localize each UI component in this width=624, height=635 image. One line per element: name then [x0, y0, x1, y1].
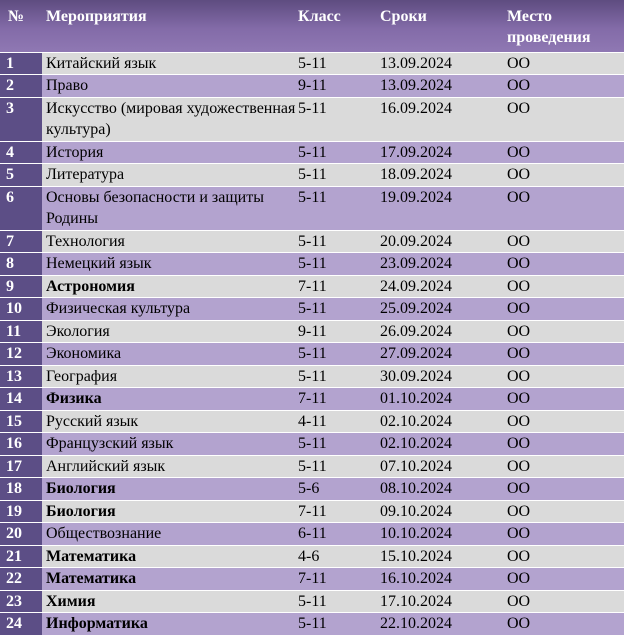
row-place: ОО: [504, 523, 624, 546]
row-event: Экология: [42, 320, 298, 343]
row-place: ОО: [504, 590, 624, 613]
row-place: ОО: [504, 253, 624, 276]
row-grade: 5-11: [298, 590, 380, 613]
table-row: [0, 52, 624, 75]
table-row: [0, 186, 624, 230]
row-event: Физика: [42, 388, 298, 411]
row-event: Английский язык: [42, 455, 298, 478]
row-date: 27.09.2024: [380, 343, 504, 366]
row-grade: 5-11: [298, 52, 380, 75]
row-place: ОО: [504, 568, 624, 591]
row-date: 13.09.2024: [380, 75, 504, 98]
header-number: №: [8, 8, 25, 25]
row-date: 20.09.2024: [380, 230, 504, 253]
row-place: ОО: [504, 97, 624, 141]
row-event: Биология: [42, 500, 298, 523]
row-number: 10: [0, 298, 42, 321]
table-row: [0, 320, 624, 343]
row-event: Математика: [42, 545, 298, 568]
row-number: 11: [0, 320, 42, 343]
row-number: 23: [0, 590, 42, 613]
row-date: 24.09.2024: [380, 275, 504, 298]
row-number: 8: [0, 253, 42, 276]
row-grade: 5-11: [298, 433, 380, 456]
row-place: ОО: [504, 388, 624, 411]
row-grade: 5-11: [298, 186, 380, 230]
row-place: ОО: [504, 478, 624, 501]
table-row: [0, 410, 624, 433]
row-number: 13: [0, 365, 42, 388]
row-date: 07.10.2024: [380, 455, 504, 478]
row-number: 19: [0, 500, 42, 523]
row-grade: 9-11: [298, 75, 380, 98]
row-event: Немецкий язык: [42, 253, 298, 276]
row-place: ОО: [504, 186, 624, 230]
row-date: 16.10.2024: [380, 568, 504, 591]
row-place: ОО: [504, 52, 624, 75]
row-date: 02.10.2024: [380, 410, 504, 433]
header-event: Мероприятия: [46, 8, 147, 25]
row-event: Астрономия: [42, 275, 298, 298]
row-place: ОО: [504, 343, 624, 366]
table-row: [0, 478, 624, 501]
header-place: Место проведения: [507, 8, 591, 46]
row-grade: 5-11: [298, 141, 380, 164]
row-event: Литература: [42, 164, 298, 187]
table-header-row: [0, 0, 624, 52]
table-row: [0, 433, 624, 456]
row-place: ОО: [504, 275, 624, 298]
row-grade: 5-11: [298, 365, 380, 388]
row-grade: 6-11: [298, 523, 380, 546]
row-event: Основы безопасности и защиты Родины: [42, 186, 298, 230]
row-number: 2: [0, 75, 42, 98]
row-place: ОО: [504, 164, 624, 187]
row-place: ОО: [504, 500, 624, 523]
row-event: Физическая культура: [42, 298, 298, 321]
row-event: Математика: [42, 568, 298, 591]
row-grade: 5-11: [298, 455, 380, 478]
row-grade: 5-11: [298, 298, 380, 321]
row-event: Химия: [42, 590, 298, 613]
row-place: ОО: [504, 613, 624, 635]
table-row: [0, 500, 624, 523]
row-date: 23.09.2024: [380, 253, 504, 276]
row-grade: 7-11: [298, 568, 380, 591]
table-row: [0, 388, 624, 411]
header-grade: Класс: [298, 8, 341, 25]
table-row: [0, 455, 624, 478]
row-place: ОО: [504, 545, 624, 568]
row-number: 7: [0, 230, 42, 253]
row-event: Право: [42, 75, 298, 98]
row-number: 5: [0, 164, 42, 187]
row-date: 02.10.2024: [380, 433, 504, 456]
row-date: 22.10.2024: [380, 613, 504, 635]
row-event: Французский язык: [42, 433, 298, 456]
row-date: 16.09.2024: [380, 97, 504, 141]
row-place: ОО: [504, 365, 624, 388]
row-date: 26.09.2024: [380, 320, 504, 343]
row-event: Обществознание: [42, 523, 298, 546]
row-number: 6: [0, 186, 42, 230]
row-place: ОО: [504, 320, 624, 343]
row-date: 15.10.2024: [380, 545, 504, 568]
row-grade: 7-11: [298, 388, 380, 411]
table-row: [0, 230, 624, 253]
table-row: [0, 275, 624, 298]
row-date: 17.09.2024: [380, 141, 504, 164]
row-event: История: [42, 141, 298, 164]
row-number: 22: [0, 568, 42, 591]
table-body: [0, 52, 624, 635]
row-number: 9: [0, 275, 42, 298]
row-number: 18: [0, 478, 42, 501]
row-number: 1: [0, 52, 42, 75]
row-number: 16: [0, 433, 42, 456]
table-row: [0, 523, 624, 546]
table-row: [0, 164, 624, 187]
row-number: 15: [0, 410, 42, 433]
row-grade: 5-11: [298, 230, 380, 253]
row-event: Китайский язык: [42, 52, 298, 75]
row-grade: 7-11: [298, 275, 380, 298]
row-place: ОО: [504, 298, 624, 321]
table-row: [0, 97, 624, 141]
row-date: 13.09.2024: [380, 52, 504, 75]
header-date: Сроки: [380, 8, 427, 25]
row-date: 09.10.2024: [380, 500, 504, 523]
row-grade: 5-11: [298, 164, 380, 187]
row-event: Искусство (мировая художественная культура): [42, 97, 298, 141]
table-row: [0, 365, 624, 388]
row-grade: 5-11: [298, 613, 380, 635]
row-number: 12: [0, 343, 42, 366]
row-place: ОО: [504, 410, 624, 433]
row-date: 25.09.2024: [380, 298, 504, 321]
table-row: [0, 141, 624, 164]
row-place: ОО: [504, 230, 624, 253]
row-grade: 5-6: [298, 478, 380, 501]
row-number: 14: [0, 388, 42, 411]
table-row: [0, 343, 624, 366]
row-event: Русский язык: [42, 410, 298, 433]
row-grade: 9-11: [298, 320, 380, 343]
row-place: ОО: [504, 75, 624, 98]
row-grade: 4-6: [298, 545, 380, 568]
table-row: [0, 298, 624, 321]
row-number: 21: [0, 545, 42, 568]
table-row: [0, 613, 624, 635]
row-grade: 4-11: [298, 410, 380, 433]
row-event: Экономика: [42, 343, 298, 366]
row-place: ОО: [504, 455, 624, 478]
row-date: 19.09.2024: [380, 186, 504, 230]
row-event: Информатика: [42, 613, 298, 635]
row-number: 24: [0, 613, 42, 635]
row-place: ОО: [504, 433, 624, 456]
row-grade: 5-11: [298, 97, 380, 141]
row-date: 17.10.2024: [380, 590, 504, 613]
table-row: [0, 75, 624, 98]
row-place: ОО: [504, 141, 624, 164]
row-date: 18.09.2024: [380, 164, 504, 187]
table-row: [0, 545, 624, 568]
table-row: [0, 590, 624, 613]
row-date: 01.10.2024: [380, 388, 504, 411]
row-number: 4: [0, 141, 42, 164]
row-number: 20: [0, 523, 42, 546]
row-event: Биология: [42, 478, 298, 501]
row-grade: 5-11: [298, 253, 380, 276]
row-event: Технология: [42, 230, 298, 253]
table-row: [0, 568, 624, 591]
row-date: 30.09.2024: [380, 365, 504, 388]
row-grade: 5-11: [298, 343, 380, 366]
table-row: [0, 253, 624, 276]
row-grade: 7-11: [298, 500, 380, 523]
row-date: 10.10.2024: [380, 523, 504, 546]
row-number: 17: [0, 455, 42, 478]
row-number: 3: [0, 97, 42, 141]
row-event: География: [42, 365, 298, 388]
row-date: 08.10.2024: [380, 478, 504, 501]
